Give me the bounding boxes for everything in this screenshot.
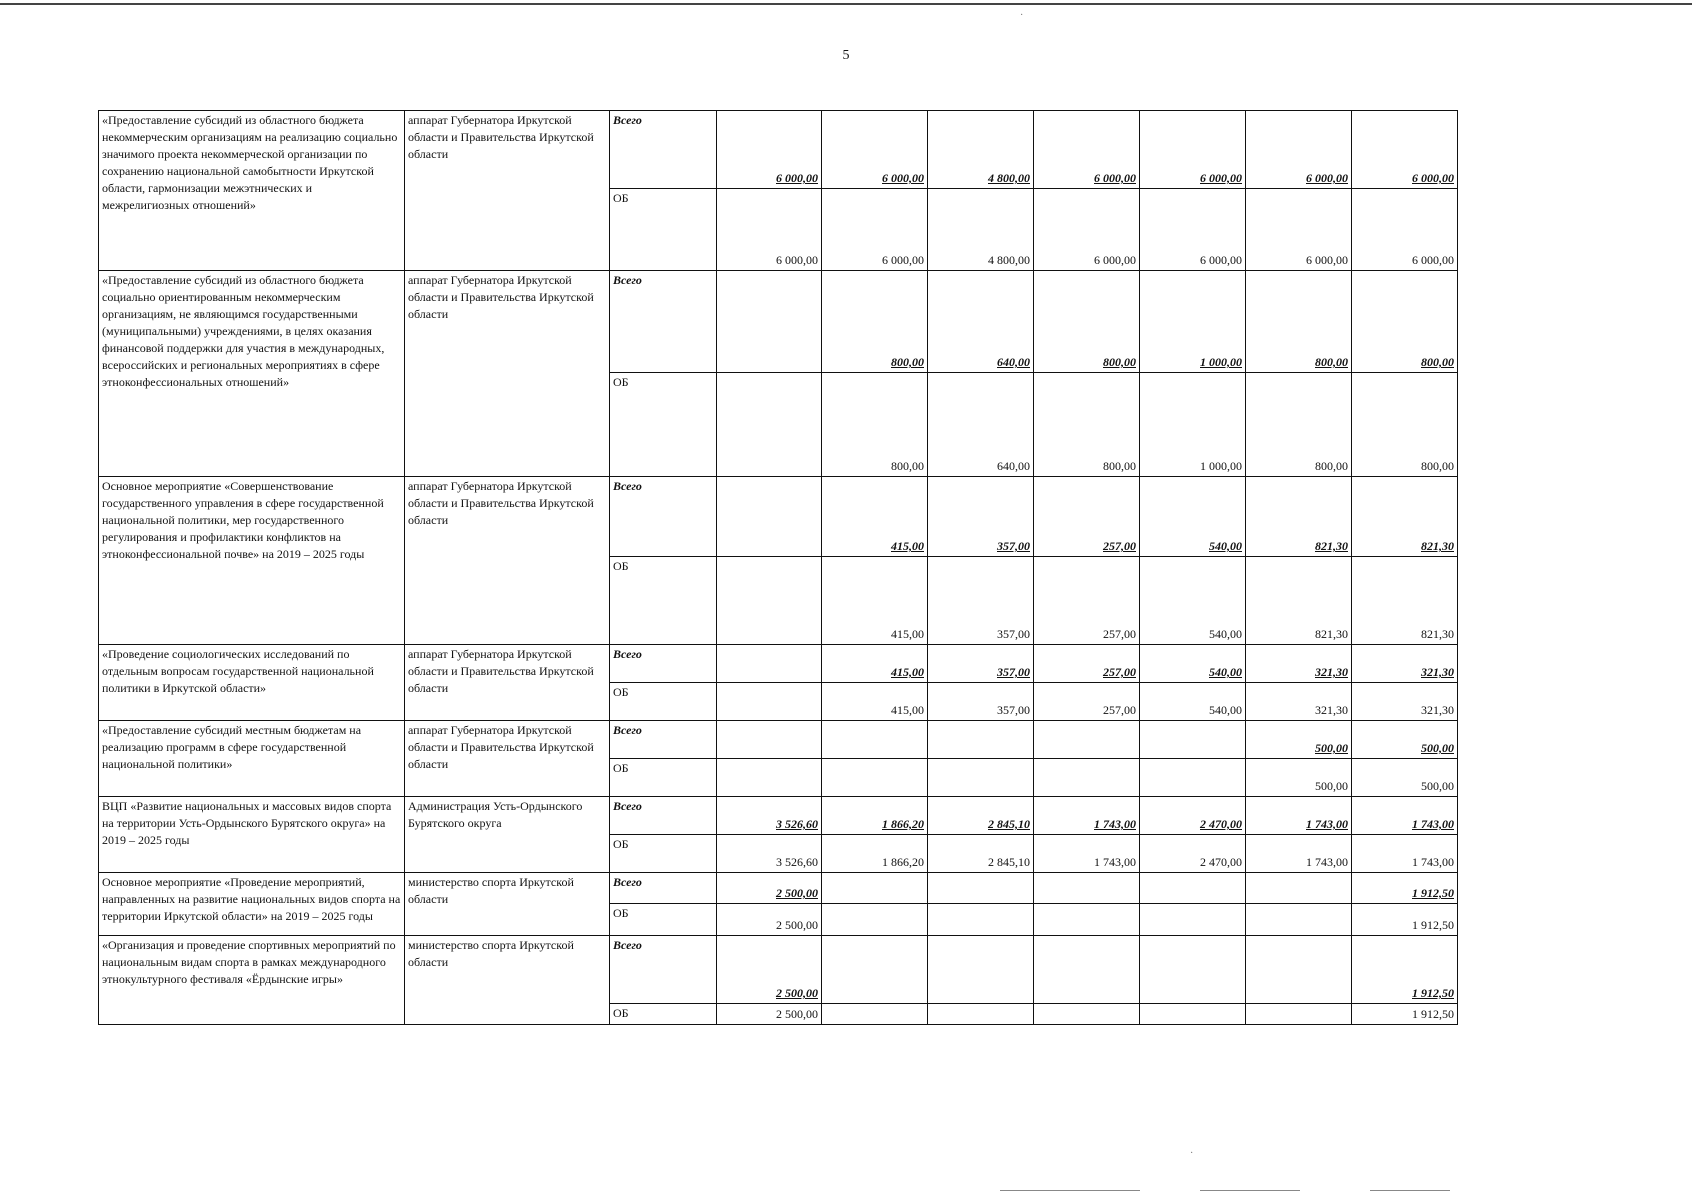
total-amount: [717, 271, 822, 373]
table-body: [99, 111, 1458, 1025]
funding-source-total: Всего: [610, 936, 717, 1004]
regional-budget-amount: 2 470,00: [1140, 835, 1246, 873]
total-amount: [822, 873, 928, 904]
table-row: [99, 936, 1458, 1004]
total-amount: [1034, 873, 1140, 904]
total-amount: [1140, 873, 1246, 904]
regional-budget-amount: [822, 904, 928, 936]
total-amount: 257,00: [1034, 645, 1140, 683]
activity-name: «Проведение социологических исследований по отдельным вопросам государственной национальной политики в Иркутской области»: [99, 645, 405, 721]
total-amount: 357,00: [928, 645, 1034, 683]
regional-budget-amount: 1 743,00: [1246, 835, 1352, 873]
total-amount: [717, 645, 822, 683]
regional-budget-amount: [1140, 759, 1246, 797]
regional-budget-amount: [1246, 1004, 1352, 1025]
activity-name: «Предоставление субсидий местным бюджетам на реализацию программ в сфере государственной национальной политики»: [99, 721, 405, 797]
funding-source-total: Всего: [610, 873, 717, 904]
activity-name: «Организация и проведение спортивных мероприятий по национальным видам спорта в рамках международного этнокультурного фестиваля «Ёрдынские игры»: [99, 936, 405, 1025]
responsible-executor: аппарат Губернатора Иркутской области и Правительства Иркутской области: [405, 111, 610, 271]
regional-budget-amount: 415,00: [822, 557, 928, 645]
total-amount: 6 000,00: [1034, 111, 1140, 189]
funding-source-regional: ОБ: [610, 189, 717, 271]
total-amount: 2 845,10: [928, 797, 1034, 835]
funding-source-regional: ОБ: [610, 904, 717, 936]
responsible-executor: аппарат Губернатора Иркутской области и Правительства Иркутской области: [405, 271, 610, 477]
regional-budget-amount: 500,00: [1246, 759, 1352, 797]
total-amount: 4 800,00: [928, 111, 1034, 189]
table-row: [99, 797, 1458, 835]
total-amount: 321,30: [1246, 645, 1352, 683]
scan-bottom-line: [1370, 1190, 1450, 1191]
regional-budget-amount: 6 000,00: [822, 189, 928, 271]
total-amount: [1034, 721, 1140, 759]
regional-budget-amount: 6 000,00: [1246, 189, 1352, 271]
regional-budget-amount: [1034, 1004, 1140, 1025]
regional-budget-amount: 2 500,00: [717, 904, 822, 936]
regional-budget-amount: 4 800,00: [928, 189, 1034, 271]
table-row: [99, 873, 1458, 904]
page-number: 5: [842, 48, 850, 63]
table-row: [99, 111, 1458, 189]
regional-budget-amount: 640,00: [928, 373, 1034, 477]
regional-budget-amount: 6 000,00: [717, 189, 822, 271]
table-row: [99, 645, 1458, 683]
total-amount: [928, 873, 1034, 904]
regional-budget-amount: [928, 904, 1034, 936]
total-amount: 821,30: [1246, 477, 1352, 557]
regional-budget-amount: [822, 1004, 928, 1025]
regional-budget-amount: [1034, 904, 1140, 936]
total-amount: 800,00: [1352, 271, 1458, 373]
funding-source-total: Всего: [610, 111, 717, 189]
total-amount: 1 912,50: [1352, 936, 1458, 1004]
total-amount: [1140, 936, 1246, 1004]
regional-budget-amount: 357,00: [928, 683, 1034, 721]
total-amount: 2 500,00: [717, 936, 822, 1004]
total-amount: 821,30: [1352, 477, 1458, 557]
total-amount: [1246, 873, 1352, 904]
total-amount: 257,00: [1034, 477, 1140, 557]
table-row: [99, 477, 1458, 557]
table-row: [99, 271, 1458, 373]
total-amount: 6 000,00: [717, 111, 822, 189]
total-amount: [717, 721, 822, 759]
total-amount: [1246, 936, 1352, 1004]
total-amount: [822, 936, 928, 1004]
funding-source-regional: ОБ: [610, 683, 717, 721]
total-amount: 6 000,00: [1246, 111, 1352, 189]
regional-budget-amount: [1246, 904, 1352, 936]
total-amount: 1 743,00: [1034, 797, 1140, 835]
total-amount: 800,00: [1034, 271, 1140, 373]
regional-budget-amount: [1034, 759, 1140, 797]
regional-budget-amount: 800,00: [1034, 373, 1140, 477]
total-amount: 800,00: [822, 271, 928, 373]
activity-name: ВЦП «Развитие национальных и массовых видов спорта на территории Усть-Ордынского Бурятского округа» на 2019 – 2025 годы: [99, 797, 405, 873]
total-amount: 500,00: [1352, 721, 1458, 759]
regional-budget-amount: 257,00: [1034, 683, 1140, 721]
regional-budget-amount: 321,30: [1246, 683, 1352, 721]
regional-budget-amount: 1 866,20: [822, 835, 928, 873]
funding-source-regional: ОБ: [610, 373, 717, 477]
responsible-executor: Администрация Усть-Ордынского Бурятского округа: [405, 797, 610, 873]
regional-budget-amount: [717, 373, 822, 477]
total-amount: [1140, 721, 1246, 759]
total-amount: 1 743,00: [1352, 797, 1458, 835]
total-amount: 1 000,00: [1140, 271, 1246, 373]
regional-budget-amount: 257,00: [1034, 557, 1140, 645]
total-amount: [717, 477, 822, 557]
total-amount: 1 912,50: [1352, 873, 1458, 904]
total-amount: 415,00: [822, 477, 928, 557]
activity-name: «Предоставление субсидий из областного бюджета некоммерческим организациям на реализацию социально значимого проекта некоммерческой организации по сохранению национальной самобытности Иркутской области, гармонизации межэтнических и межрелигиозных отношений»: [99, 111, 405, 271]
funding-source-total: Всего: [610, 797, 717, 835]
regional-budget-amount: 500,00: [1352, 759, 1458, 797]
regional-budget-amount: 540,00: [1140, 683, 1246, 721]
total-amount: 3 526,60: [717, 797, 822, 835]
responsible-executor: аппарат Губернатора Иркутской области и Правительства Иркутской области: [405, 721, 610, 797]
funding-source-total: Всего: [610, 271, 717, 373]
regional-budget-amount: 821,30: [1352, 557, 1458, 645]
total-amount: 6 000,00: [822, 111, 928, 189]
regional-budget-amount: 540,00: [1140, 557, 1246, 645]
regional-budget-amount: 821,30: [1246, 557, 1352, 645]
regional-budget-amount: [822, 759, 928, 797]
regional-budget-amount: 357,00: [928, 557, 1034, 645]
total-amount: 2 470,00: [1140, 797, 1246, 835]
total-amount: [822, 721, 928, 759]
total-amount: 540,00: [1140, 477, 1246, 557]
regional-budget-amount: 1 000,00: [1140, 373, 1246, 477]
regional-budget-amount: 6 000,00: [1352, 189, 1458, 271]
budget-table: [98, 110, 1458, 1025]
scan-speck: ·: [1190, 1148, 1194, 1159]
regional-budget-amount: [717, 683, 822, 721]
regional-budget-amount: 2 845,10: [928, 835, 1034, 873]
funding-source-regional: ОБ: [610, 835, 717, 873]
total-amount: 640,00: [928, 271, 1034, 373]
total-amount: 6 000,00: [1140, 111, 1246, 189]
responsible-executor: министерство спорта Иркутской области: [405, 936, 610, 1025]
regional-budget-amount: 6 000,00: [1140, 189, 1246, 271]
activity-name: «Предоставление субсидий из областного бюджета социально ориентированным некоммерческим организациям, не являющимся государственными (муниципальными) учреждениями, в целях оказания финансовой поддержки для участия в международных, всероссийских и региональных мероприятиях в сфере этноконфессиональных отношений»: [99, 271, 405, 477]
total-amount: [1034, 936, 1140, 1004]
regional-budget-amount: 800,00: [822, 373, 928, 477]
total-amount: 415,00: [822, 645, 928, 683]
total-amount: 500,00: [1246, 721, 1352, 759]
regional-budget-amount: [1140, 904, 1246, 936]
scan-speck: ·: [1020, 10, 1024, 21]
total-amount: 1 743,00: [1246, 797, 1352, 835]
funding-source-regional: ОБ: [610, 1004, 717, 1025]
regional-budget-amount: 321,30: [1352, 683, 1458, 721]
scan-bottom-line: [1200, 1190, 1300, 1191]
activity-name: Основное мероприятие «Проведение мероприятий, направленных на развитие национальных видов спорта на территории Иркутской области» на 2019 – 2025 годы: [99, 873, 405, 936]
regional-budget-amount: 800,00: [1352, 373, 1458, 477]
regional-budget-amount: [717, 557, 822, 645]
total-amount: 2 500,00: [717, 873, 822, 904]
total-amount: 540,00: [1140, 645, 1246, 683]
responsible-executor: аппарат Губернатора Иркутской области и Правительства Иркутской области: [405, 645, 610, 721]
total-amount: 6 000,00: [1352, 111, 1458, 189]
regional-budget-amount: [717, 759, 822, 797]
total-amount: [928, 721, 1034, 759]
regional-budget-amount: [928, 1004, 1034, 1025]
total-amount: 321,30: [1352, 645, 1458, 683]
funding-source-total: Всего: [610, 477, 717, 557]
regional-budget-amount: 2 500,00: [717, 1004, 822, 1025]
regional-budget-amount: 415,00: [822, 683, 928, 721]
funding-source-total: Всего: [610, 645, 717, 683]
regional-budget-amount: 1 743,00: [1034, 835, 1140, 873]
activity-name: Основное мероприятие «Совершенствование государственного управления в сфере государственной национальной политики, мер государственного регулирования и профилактики конфликтов на этноконфессиональной почве» на 2019 – 2025 годы: [99, 477, 405, 645]
regional-budget-amount: 1 912,50: [1352, 904, 1458, 936]
scan-bottom-line: [1000, 1190, 1140, 1191]
total-amount: 800,00: [1246, 271, 1352, 373]
funding-source-regional: ОБ: [610, 557, 717, 645]
regional-budget-amount: 6 000,00: [1034, 189, 1140, 271]
total-amount: [928, 936, 1034, 1004]
table-row: [99, 721, 1458, 759]
responsible-executor: аппарат Губернатора Иркутской области и Правительства Иркутской области: [405, 477, 610, 645]
funding-source-regional: ОБ: [610, 759, 717, 797]
total-amount: 357,00: [928, 477, 1034, 557]
regional-budget-amount: 800,00: [1246, 373, 1352, 477]
regional-budget-amount: [928, 759, 1034, 797]
regional-budget-amount: 1 912,50: [1352, 1004, 1458, 1025]
scan-top-border: [0, 3, 1692, 5]
regional-budget-amount: [1140, 1004, 1246, 1025]
total-amount: 1 866,20: [822, 797, 928, 835]
regional-budget-amount: 1 743,00: [1352, 835, 1458, 873]
funding-source-total: Всего: [610, 721, 717, 759]
regional-budget-amount: 3 526,60: [717, 835, 822, 873]
responsible-executor: министерство спорта Иркутской области: [405, 873, 610, 936]
